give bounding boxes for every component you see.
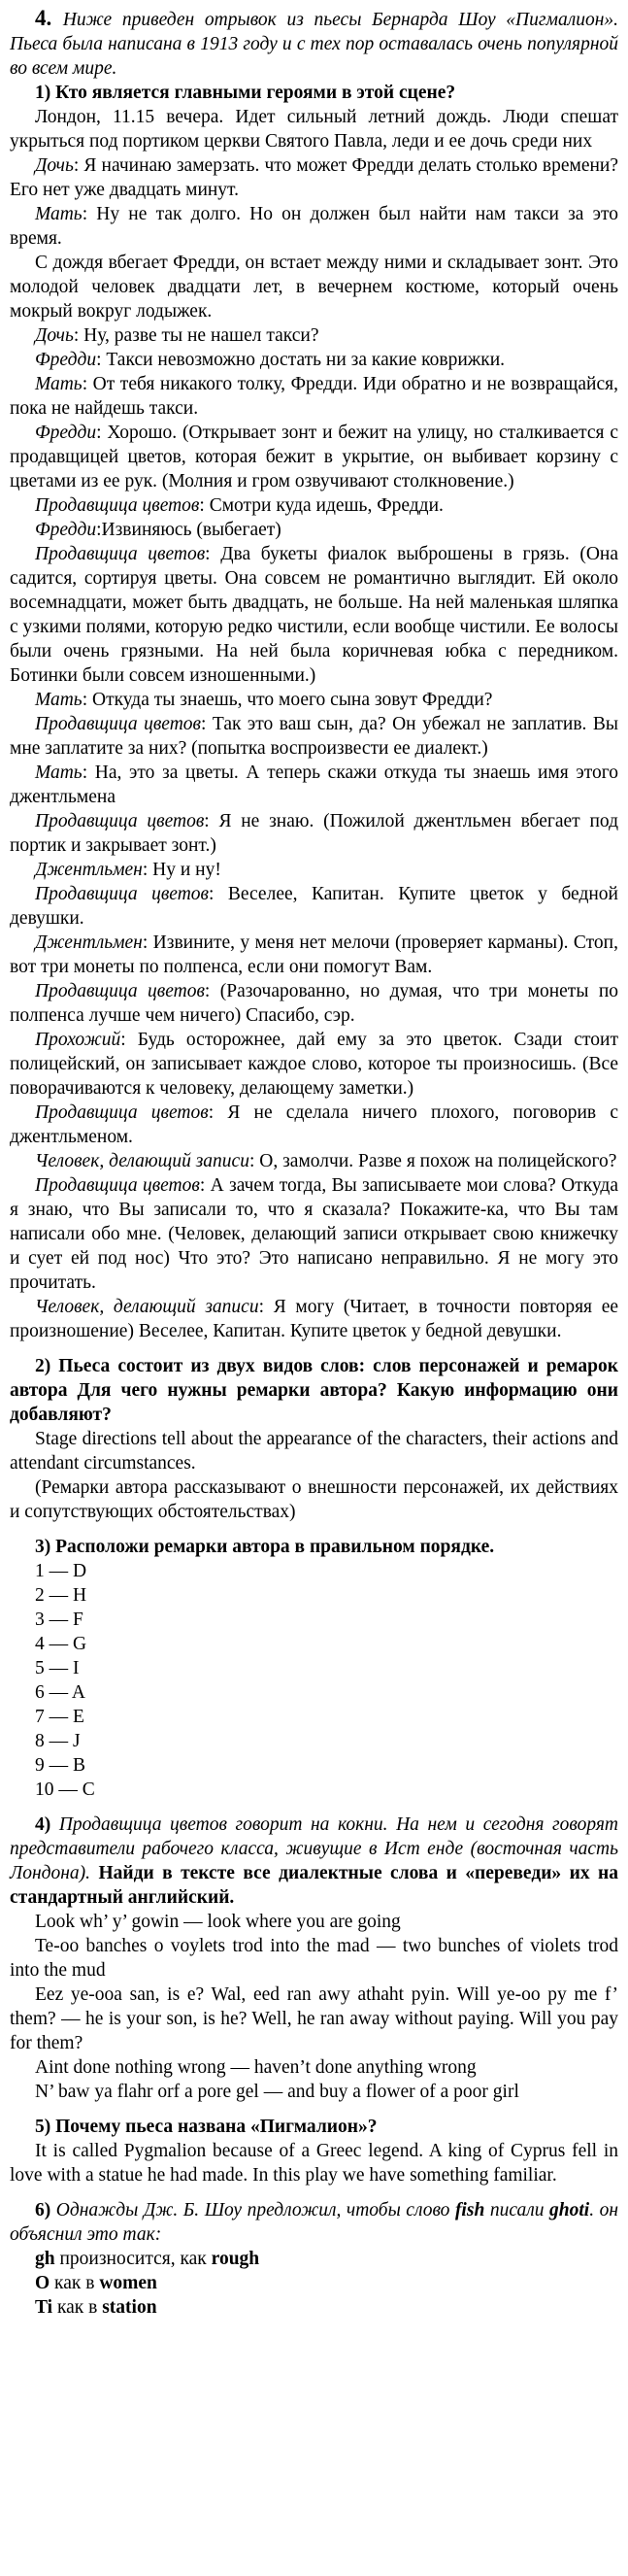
text-run: : На, это за цветы. А теперь скажи откуда ты знаешь имя этого джентльмена: [10, 763, 618, 807]
paragraph: [10, 421, 618, 493]
list-item: [10, 1632, 618, 1656]
text-run: : Смотри куда идешь, Фредди.: [199, 495, 444, 516]
paragraph: [10, 105, 618, 153]
paragraph: [10, 2055, 618, 2080]
text-run: 9 — B: [35, 1755, 86, 1776]
text-run: : (Разочарованно, но думая, что три монеты по полпенса лучше чем ничего) Спасибо, сэр.: [10, 981, 618, 1026]
text-run: Eez ye-ooa san, is e? Wal, eed ran awy athaht pyin. Will ye-oo py me f’ them? — he is your son, is he? Well, he ran away without paying. Will you pay for them?: [10, 1984, 618, 2053]
paragraph: [10, 1028, 618, 1101]
text-run: Джентльмен: [35, 860, 143, 880]
paragraph: [10, 1149, 618, 1173]
text-run: :Извиняюсь (выбегает): [96, 520, 281, 540]
paragraph: [10, 2115, 618, 2139]
text-run: : Веселее, Капитан. Купите цветок у бедной девушки.: [10, 884, 618, 929]
paragraph: [10, 493, 618, 518]
list-item: [10, 1559, 618, 1583]
text-run: 5) Почему пьеса названа «Пигмалион»?: [35, 2117, 378, 2137]
text-run: : Откуда ты знаешь, что моего сына зовут Фредди?: [82, 690, 493, 710]
list-item: [10, 1656, 618, 1680]
text-run: 4): [35, 1814, 59, 1835]
paragraph: [10, 1983, 618, 2055]
text-run: 1 — D: [35, 1561, 87, 1581]
document-body: [10, 6, 618, 2320]
paragraph: [10, 1427, 618, 1475]
text-run: Однажды Дж. Б. Шоу предложил, чтобы слово: [55, 2200, 455, 2220]
paragraph: [10, 81, 618, 105]
paragraph: [10, 542, 618, 688]
text-run: N’ baw ya flahr orf a pore gel — and buy a flower of a poor girl: [35, 2082, 519, 2102]
text-run: Мать: [35, 374, 83, 394]
paragraph: [10, 2295, 618, 2320]
text-run: 1) Кто является главными героями в этой сцене?: [35, 83, 456, 103]
paragraph: [10, 1354, 618, 1427]
list-item: [10, 1705, 618, 1729]
text-run: : Я не знаю. (Пожилой джентльмен вбегает под портик и закрывает зонт.): [10, 811, 618, 856]
text-run: ghoti: [549, 2200, 590, 2220]
text-run: Дочь: [35, 155, 74, 176]
text-run: 3 — F: [35, 1610, 83, 1630]
text-run: gh: [35, 2249, 55, 2269]
paragraph: [10, 1910, 618, 1934]
paragraph: [10, 931, 618, 979]
text-run: Продавщица цветов говорит на кокни. На нем и сегодня говорят представители рабочего класса, живущие в Ист енде (восточная часть Лондона).: [10, 1814, 618, 1883]
text-run: Ниже приведен отрывок из пьесы Бернарда Шоу «Пигмалион». Пьеса была написана в 1913 году и с тех пор оставалась очень популярной во всем мире.: [10, 10, 618, 79]
text-run: 5 — I: [35, 1658, 80, 1678]
text-run: 8 — J: [35, 1731, 81, 1751]
text-run: писали: [484, 2200, 549, 2220]
text-run: : От тебя никакого толку, Фредди. Иди обратно и не возвращайся, пока не найдешь такси.: [10, 374, 618, 419]
paragraph: [10, 2247, 618, 2271]
paragraph: [10, 761, 618, 809]
text-run: : Так это ваш сын, да? Он убежал не заплатив. Вы мне заплатите за них? (попытка воспроизвести ее диалект.): [10, 714, 618, 759]
text-run: как в: [52, 2297, 103, 2318]
text-run: It is called Pygmalion because of a Greec legend. A king of Cyprus fell in love with a statue he had made. In this play we have something familiar.: [10, 2141, 618, 2186]
paragraph: [10, 979, 618, 1028]
text-run: Фредди: [35, 520, 97, 540]
text-run: Продавщица цветов: [35, 544, 206, 564]
text-run: Продавщица цветов: [35, 884, 209, 904]
paragraph: [10, 882, 618, 931]
text-run: Продавщица цветов: [35, 495, 200, 516]
text-run: 6 — A: [35, 1682, 86, 1703]
paragraph: [10, 323, 618, 348]
paragraph: [10, 202, 618, 251]
text-run: rough: [211, 2249, 260, 2269]
text-run: : А зачем тогда, Вы записываете мои слова? Откуда я знаю, что Вы записали то, что я сказала? Покажите-ка, что Вы там написали обо мне. (Человек, делающий записи открывает свою книжечку и сует ей под нос) Что это? Это написано неправильно. Я не могу это прочитать.: [10, 1175, 618, 1293]
text-run: station: [102, 2297, 157, 2318]
text-run: : Будь осторожнее, дай ему за это цветок. Сзади стоит полицейский, он записывает каждое слово, которое ты произносишь. (Все поворачиваются к человеку, делающему заметки.): [10, 1030, 618, 1099]
text-run: 4.: [35, 6, 63, 30]
paragraph: [10, 1173, 618, 1295]
paragraph: [10, 251, 618, 323]
paragraph: [10, 712, 618, 761]
text-run: Продавщица цветов: [35, 981, 205, 1001]
text-run: Мать: [35, 690, 83, 710]
text-run: Ti: [35, 2297, 53, 2318]
paragraph: [10, 2080, 618, 2104]
text-run: Продавщица цветов: [35, 1102, 209, 1123]
paragraph: [10, 2198, 618, 2247]
text-run: Найди в тексте все диалектные слова и «переведи» их на стандартный английский.: [10, 1863, 618, 1908]
text-run: : Я не сделала ничего плохого, поговорив с джентльменом.: [10, 1102, 618, 1147]
text-run: Мать: [35, 204, 83, 224]
list-item: [10, 1583, 618, 1608]
text-run: 10 — C: [35, 1779, 95, 1800]
paragraph: [10, 809, 618, 858]
paragraph: [10, 688, 618, 712]
list-item: [10, 1778, 618, 1802]
paragraph: [10, 1295, 618, 1343]
text-run: Продавщица цветов: [35, 811, 205, 831]
text-run: O: [35, 2273, 50, 2293]
paragraph: [10, 1813, 618, 1910]
text-run: (Ремарки автора рассказывают о внешности персонажей, их действиях и сопутствующих обстоятельствах): [10, 1477, 618, 1522]
text-run: 2 — H: [35, 1585, 87, 1606]
text-run: . он объяснил это так:: [10, 2200, 619, 2245]
paragraph: [10, 372, 618, 421]
paragraph: [10, 348, 618, 372]
text-run: как в: [50, 2273, 100, 2293]
list-item: [10, 1729, 618, 1753]
text-run: : Ну не так долго. Но он должен был найти нам такси за это время.: [10, 204, 618, 249]
list-item: [10, 1753, 618, 1778]
text-run: : Два букеты фиалок выброшены в грязь. (Она садится, сортируя цветы. Она совсем не романтично выглядит. Ей около восемнадцати, может быть двадцать, не больше. На ней маленькая шляпка с узкими полями, которую редко чистили, если вообще чистили. Ее волосы были очень грязными. На ней была коричневая юбка с передником. Ботинки были совсем изношенными.): [10, 544, 619, 686]
text-run: произносится, как: [54, 2249, 212, 2269]
paragraph: [10, 1475, 618, 1524]
text-run: Человек, делающий записи: [35, 1151, 249, 1171]
text-run: : О, замолчи. Разве я похож на полицейского?: [248, 1151, 617, 1171]
list-item: [10, 1608, 618, 1632]
paragraph: [10, 153, 618, 202]
text-run: Aint done nothing wrong — haven’t done anything wrong: [35, 2057, 477, 2078]
list-item: [10, 1680, 618, 1705]
paragraph: [10, 1535, 618, 1559]
paragraph: [10, 6, 618, 81]
text-run: 7 — E: [35, 1707, 84, 1727]
text-run: 4 — G: [35, 1634, 87, 1654]
paragraph: [10, 1934, 618, 1983]
text-run: Прохожий: [35, 1030, 121, 1050]
text-run: Мать: [35, 763, 83, 783]
text-run: Фредди: [35, 423, 97, 443]
paragraph: [10, 1101, 618, 1149]
text-run: : Я могу (Читает, в точности повторяя ее произношение) Веселее, Капитан. Купите цветок у бедной девушки.: [10, 1297, 618, 1341]
text-run: 2) Пьеса состоит из двух видов слов: слов персонажей и ремарок автора Для чего нужны ремарки автора? Какую информацию они добавляют?: [10, 1356, 618, 1425]
text-run: Te-oo banches o voylets trod into the mad — two bunches of violets trod into the mud: [10, 1936, 618, 1981]
text-run: Look wh’ y’ gowin — look where you are going: [35, 1912, 401, 1932]
paragraph: [10, 858, 618, 882]
text-run: Дочь: [35, 325, 74, 346]
text-run: Человек, делающий записи: [35, 1297, 259, 1317]
text-run: : Ну, разве ты не нашел такси?: [73, 325, 319, 346]
text-run: 6): [35, 2200, 56, 2220]
paragraph: [10, 2139, 618, 2187]
text-run: Продавщица цветов: [35, 1175, 200, 1196]
paragraph: [10, 2271, 618, 2295]
text-run: women: [99, 2273, 157, 2293]
text-run: fish: [454, 2200, 485, 2220]
text-run: Джентльмен: [35, 932, 143, 953]
paragraph: [10, 518, 618, 542]
text-run: : Извините, у меня нет мелочи (проверяет карманы). Стоп, вот три монеты по полпенса, если они помогут Вам.: [10, 932, 618, 977]
text-run: : Такси невозможно достать ни за какие коврижки.: [96, 350, 506, 370]
text-run: Фредди: [35, 350, 97, 370]
text-run: Продавщица цветов: [35, 714, 201, 734]
text-run: : Я начинаю замерзать. что может Фредди делать столько времени? Его нет уже двадцать минут.: [10, 155, 618, 200]
text-run: : Хорошо. (Открывает зонт и бежит на улицу, но сталкивается с продавщицей цветов, которая бежит в укрытие, он выбивает корзину с цветами из ее рук. (Молния и гром озвучивают столкновение.): [10, 423, 618, 491]
text-run: Лондон, 11.15 вечера. Идет сильный летний дождь. Люди спешат укрыться под портиком церкви Святого Павла, леди и ее дочь среди них: [10, 107, 618, 152]
text-run: : Ну и ну!: [142, 860, 221, 880]
text-run: 3) Расположи ремарки автора в правильном порядке.: [35, 1537, 495, 1557]
text-run: С дождя вбегает Фредди, он встает между ними и складывает зонт. Это молодой человек двадцати лет, в вечернем костюме, который очень мокрый вокруг лодыжек.: [10, 253, 618, 322]
text-run: Stage directions tell about the appearance of the characters, their actions and attendant circumstances.: [10, 1429, 618, 1474]
